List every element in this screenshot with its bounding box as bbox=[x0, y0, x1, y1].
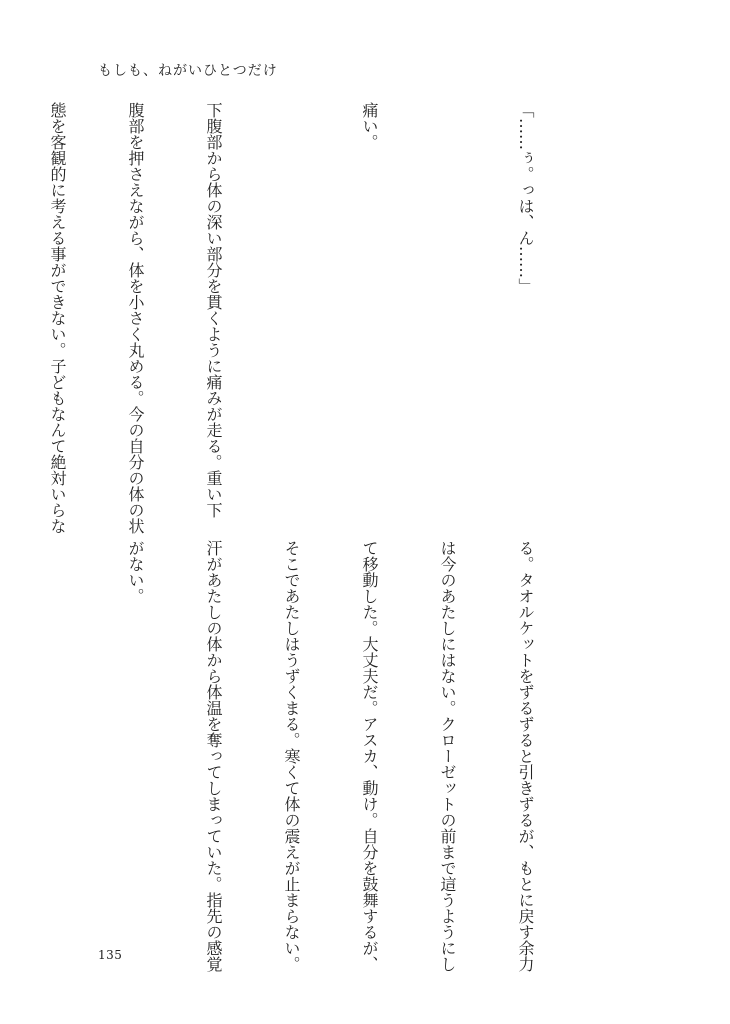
text-line: 態を客観的に考える事ができない。子どもなんて絶対いらな bbox=[48, 102, 67, 534]
page-number: 135 bbox=[98, 948, 123, 962]
text-line: る。タオルケットをずるずると引きずるが、もとに戻す余力 bbox=[516, 540, 535, 972]
text-line bbox=[434, 102, 460, 502]
text-line: 下腹部から体の深い部分を貫くように痛みが走る。重い下 bbox=[204, 102, 223, 518]
text-line: 腹部を押さえながら、体を小さく丸める。今の自分の体の状 bbox=[126, 102, 145, 534]
text-line: て移動した。大丈夫だ。アスカ、動け。自分を鼓舞するが、 bbox=[360, 540, 379, 972]
text-line: 汗があたしの体から体温を奪ってしまっていた。指先の感覚 bbox=[204, 540, 223, 972]
running-title: もしも、ねがいひとつだけ bbox=[98, 63, 278, 79]
text-line: そこであたしはうずくまる。寒くて体の震えが止まらない。 bbox=[282, 540, 301, 972]
text-line: は今のあたしにはない。クローゼットの前まで這うようにし bbox=[438, 540, 457, 972]
text-tier-top bbox=[48, 102, 590, 534]
text-line bbox=[278, 102, 304, 502]
text-line: 痛い。 bbox=[360, 102, 379, 150]
text-line: がない。 bbox=[126, 540, 145, 604]
text-line: 「……ぅ。っは、ん……」 bbox=[516, 102, 535, 294]
text-line bbox=[44, 540, 70, 940]
